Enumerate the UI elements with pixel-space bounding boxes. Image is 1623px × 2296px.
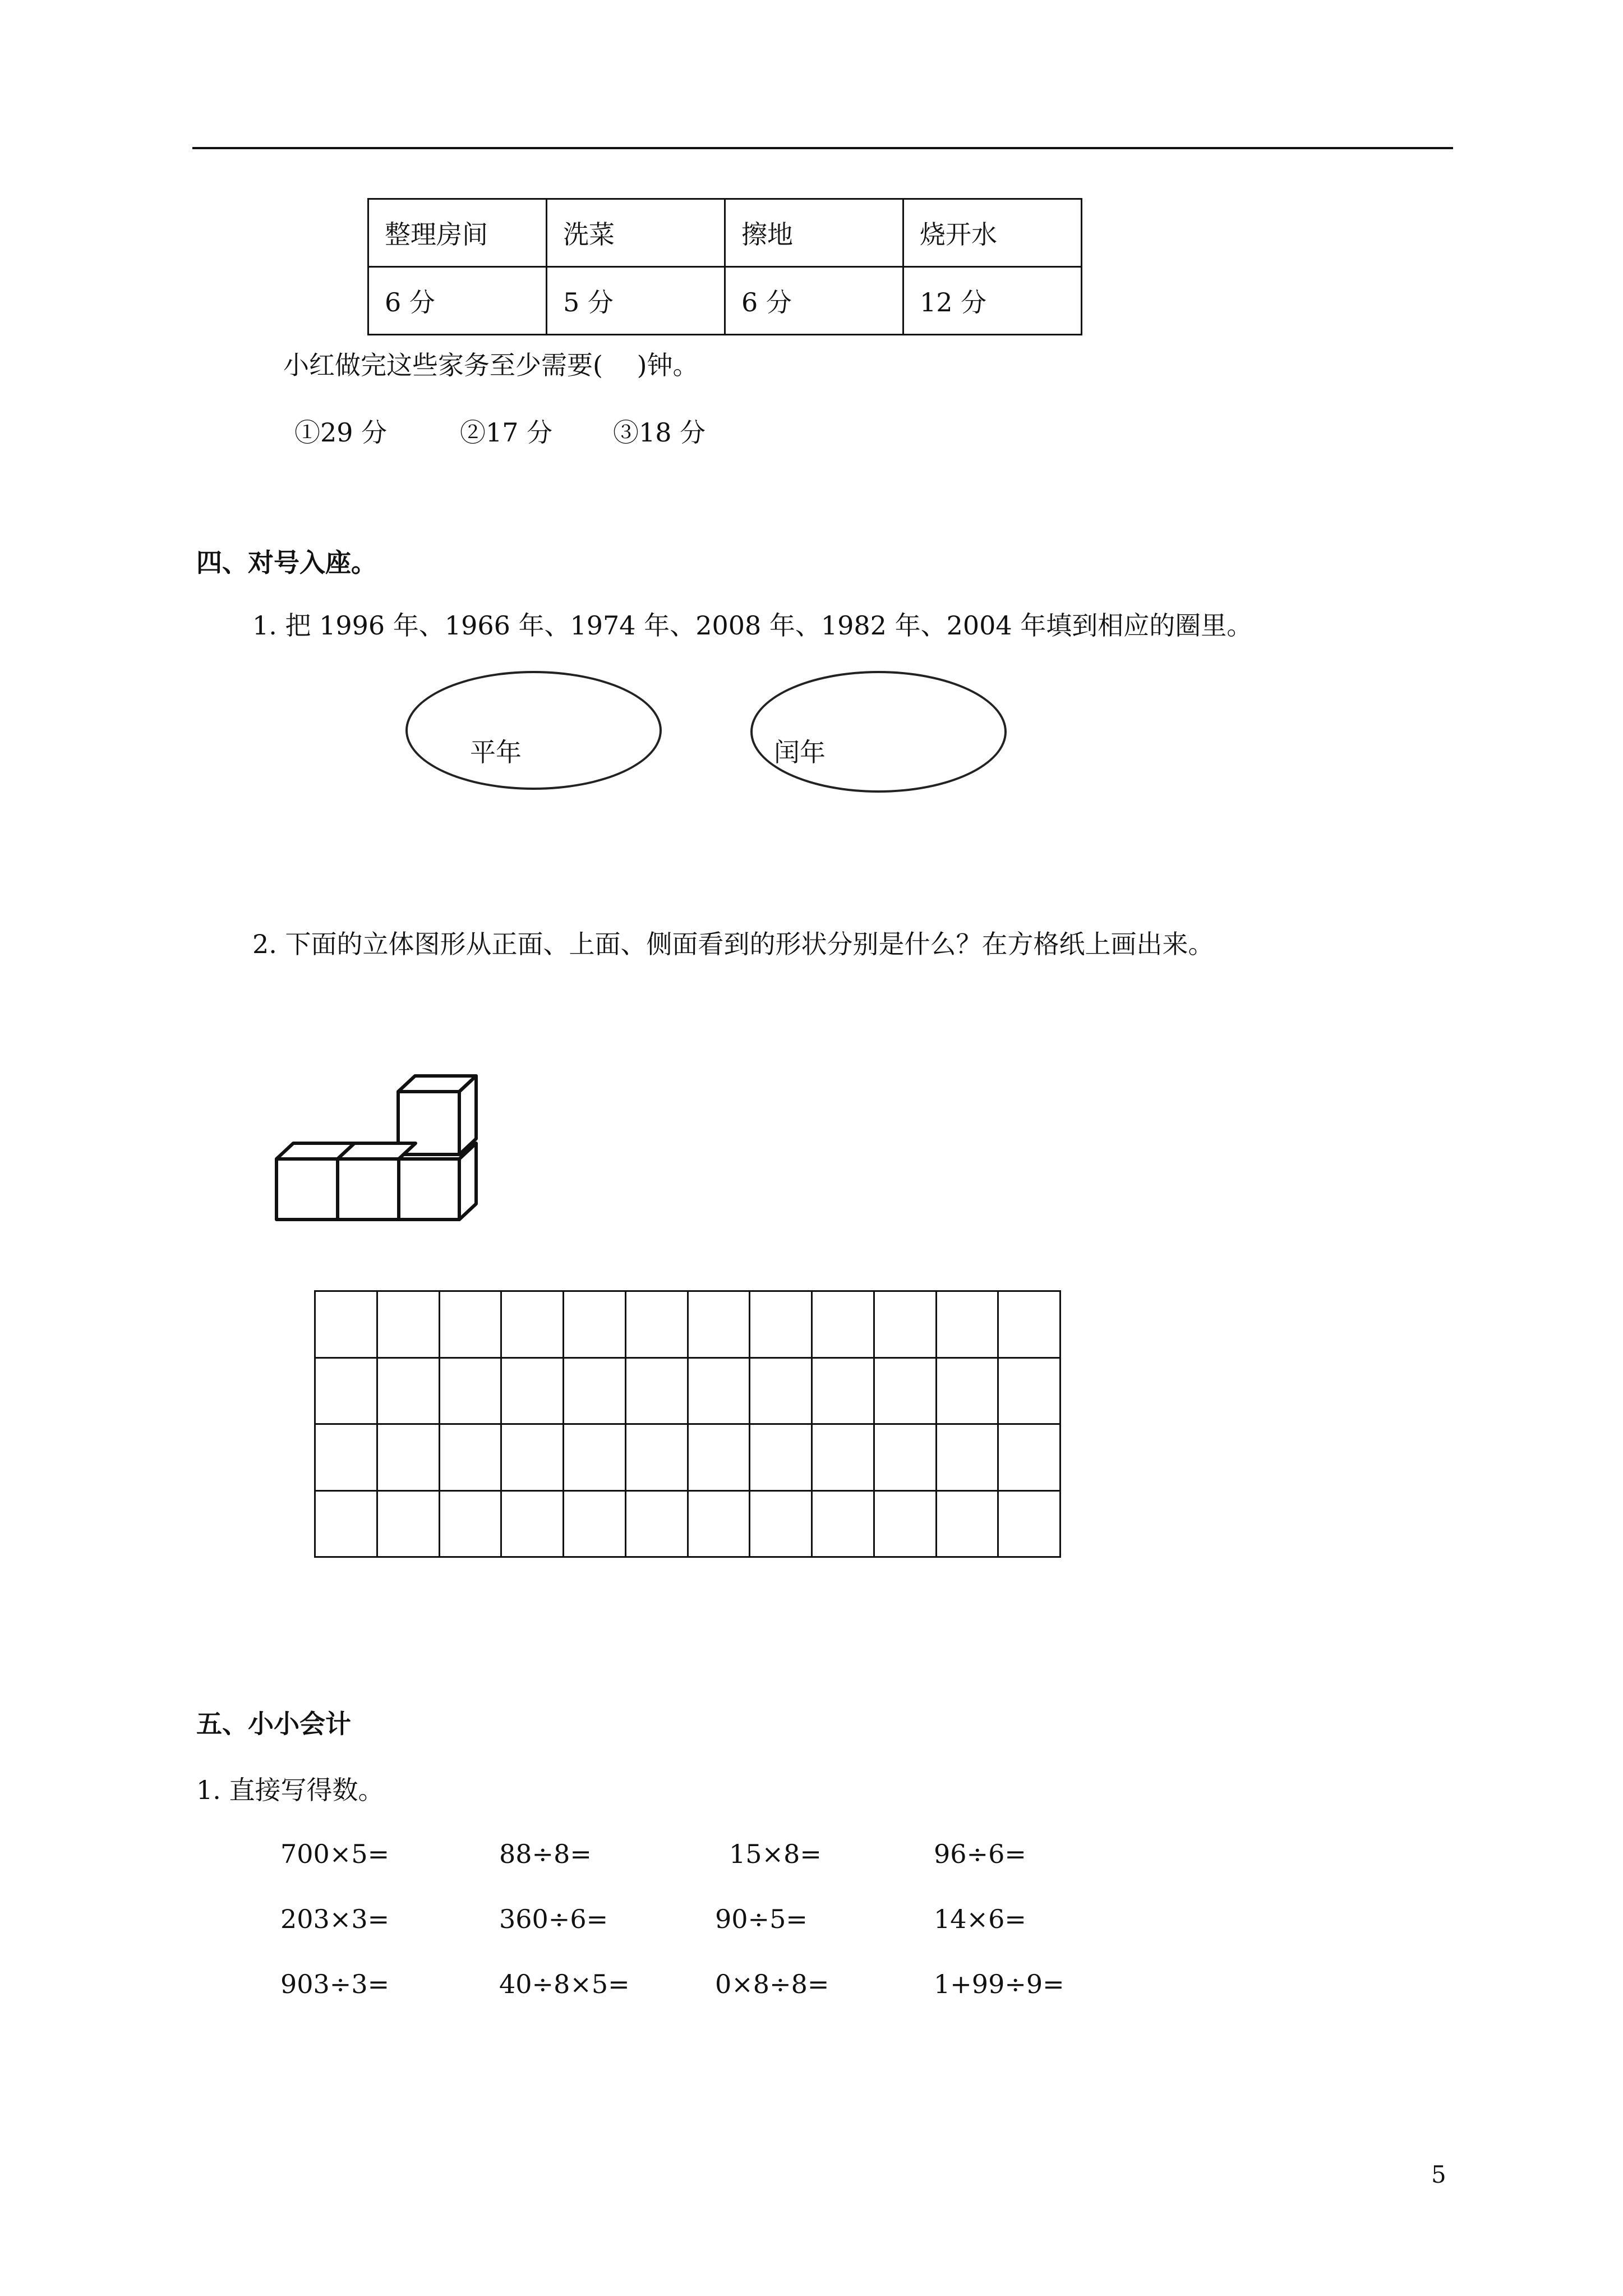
grid-cell [750, 1291, 812, 1358]
grid-cell [625, 1424, 688, 1491]
grid-cell [998, 1358, 1061, 1424]
grid-cell [936, 1291, 998, 1358]
calc-item: 90÷5= [715, 1904, 808, 1934]
grid-cell [439, 1490, 501, 1557]
grid-cell [625, 1291, 688, 1358]
calc-item: 1+99÷9= [934, 1969, 1064, 1999]
calc-item: 700×5= [280, 1839, 390, 1869]
grid-cell [936, 1424, 998, 1491]
grid-cell [750, 1358, 812, 1424]
table-cell: 5 分 [547, 267, 725, 335]
grid-cell [377, 1291, 439, 1358]
grid-cell [439, 1358, 501, 1424]
grid-cell [315, 1424, 377, 1491]
grid-cell [501, 1358, 564, 1424]
grid-cell [812, 1291, 874, 1358]
grid-cell [874, 1291, 936, 1358]
table-cell: 烧开水 [903, 199, 1082, 267]
calc-item: 40÷8×5= [499, 1969, 630, 1999]
table-cell: 洗菜 [547, 199, 725, 267]
grid-cell [377, 1358, 439, 1424]
grid-row [315, 1291, 1061, 1358]
grid-row [315, 1490, 1061, 1557]
section-5-heading: 五、小小会计 [196, 1709, 351, 1739]
grid-cell [564, 1490, 626, 1557]
grid-cell [998, 1490, 1061, 1557]
table-cell: 12 分 [903, 267, 1082, 335]
section-4-question-2: 2. 下面的立体图形从正面、上面、侧面看到的形状分别是什么？在方格纸上画出来。 [252, 929, 1214, 959]
grid-cell [439, 1424, 501, 1491]
section-5-question-1: 1. 直接写得数。 [196, 1775, 384, 1805]
grid-cell [812, 1424, 874, 1491]
calc-item: 14×6= [934, 1904, 1026, 1934]
grid-cell [625, 1358, 688, 1424]
grid-cell [625, 1490, 688, 1557]
grid-cell [688, 1358, 750, 1424]
calc-item: 96÷6= [934, 1839, 1026, 1869]
chores-option-3: ③18 分 [613, 417, 706, 448]
grid-cell [501, 1490, 564, 1557]
grid-row [315, 1358, 1061, 1424]
grid-cell [377, 1424, 439, 1491]
calc-item: 0×8÷8= [715, 1969, 829, 1999]
calc-item: 203×3= [280, 1904, 390, 1934]
grid-cell [936, 1490, 998, 1557]
calc-item: 15×8= [729, 1839, 822, 1869]
grid-cell [501, 1291, 564, 1358]
grid-paper [314, 1290, 1061, 1558]
grid-cell [812, 1358, 874, 1424]
common-year-label: 平年 [470, 737, 522, 767]
grid-cell [315, 1358, 377, 1424]
grid-cell [564, 1424, 626, 1491]
grid-cell [874, 1490, 936, 1557]
grid-cell [315, 1291, 377, 1358]
grid-cell [998, 1424, 1061, 1491]
grid-cell [564, 1291, 626, 1358]
grid-cell [377, 1490, 439, 1557]
grid-cell [750, 1424, 812, 1491]
section-4-question-1: 1. 把 1996 年、1966 年、1974 年、2008 年、1982 年、2004 年填到相应的圈里。 [252, 610, 1253, 641]
grid-row [315, 1424, 1061, 1491]
leap-year-label: 闰年 [774, 737, 826, 767]
table-cell: 整理房间 [368, 199, 547, 267]
chores-option-1: ①29 分 [294, 417, 388, 448]
grid-cell [812, 1490, 874, 1557]
table-cell: 6 分 [368, 267, 547, 335]
grid-cell [564, 1358, 626, 1424]
page-number: 5 [1431, 2161, 1446, 2188]
grid-cell [439, 1291, 501, 1358]
table-cell: 6 分 [725, 267, 903, 335]
calc-item: 88÷8= [499, 1839, 592, 1869]
calc-item: 903÷3= [280, 1969, 390, 1999]
grid-cell [874, 1358, 936, 1424]
grid-cell [501, 1424, 564, 1491]
grid-cell [936, 1358, 998, 1424]
grid-cell [688, 1490, 750, 1557]
grid-cell [998, 1291, 1061, 1358]
grid-cell [315, 1490, 377, 1557]
calc-item: 360÷6= [499, 1904, 608, 1934]
table-cell: 擦地 [725, 199, 903, 267]
chores-question: 小红做完这些家务至少需要( )钟。 [283, 350, 699, 380]
section-4-heading: 四、对号入座。 [196, 547, 377, 578]
grid-cell [688, 1424, 750, 1491]
grid-cell [874, 1424, 936, 1491]
grid-cell [750, 1490, 812, 1557]
chores-option-2: ②17 分 [460, 417, 553, 448]
grid-cell [688, 1291, 750, 1358]
